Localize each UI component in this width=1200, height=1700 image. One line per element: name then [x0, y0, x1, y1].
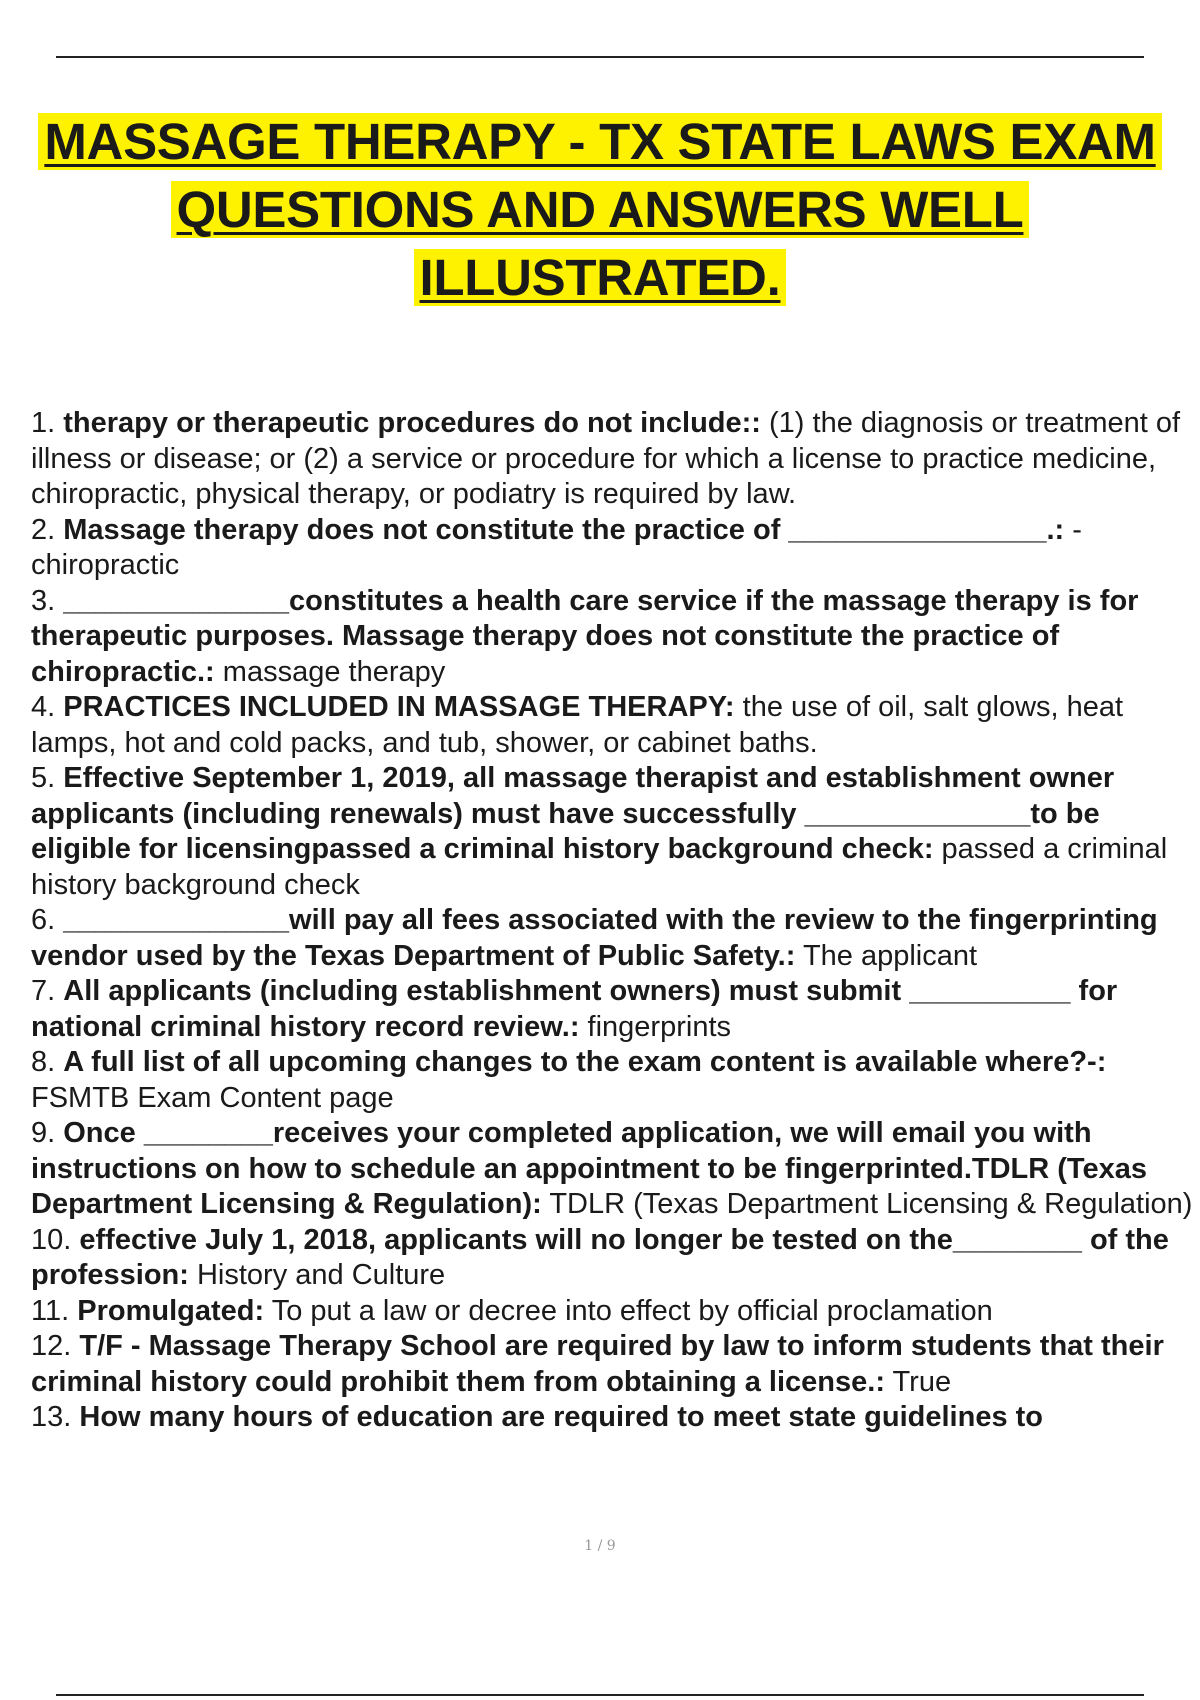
qa-number: 7. [31, 975, 56, 1007]
qa-item [31, 584, 1200, 691]
qa-number: 2. [31, 513, 56, 546]
qa-number: 13. [31, 1401, 72, 1433]
qa-question: All applicants (including establishment owners) must submit __________ for national criminal history record review.: [31, 975, 1118, 1043]
qa-answer: History and Culture [196, 1259, 446, 1291]
qa-item [31, 1400, 1200, 1436]
qa-answer: FSMTB Exam Content page [31, 1081, 394, 1114]
qa-item [31, 761, 1200, 903]
qa-question: ______________constitutes a health care service if the massage therapy is for therapeutic purposes. Massage therapy does not constitute the practice of chiropractic.: [31, 584, 1139, 688]
qa-item [31, 1223, 1200, 1294]
qa-question: effective July 1, 2018, applicants will no longer be tested on the________ of the profession: [31, 1223, 1169, 1291]
qa-number: 5. [31, 762, 56, 794]
qa-answer: (1) the diagnosis or treatment of illness or disease; or (2) a service or procedure for which a license to practice medicine, chiropractic, physical therapy, or podiatry is required by law. [31, 407, 1181, 510]
qa-number: 12. [31, 1330, 72, 1362]
page-number: 1 / 9 [584, 1538, 616, 1554]
qa-item [31, 1329, 1200, 1400]
qa-item [31, 974, 1200, 1045]
qa-question: How many hours of education are required to meet state guidelines to [79, 1401, 1044, 1433]
qa-answer: The applicant [802, 939, 978, 972]
qa-number: 11. [31, 1294, 70, 1327]
qa-question: therapy or therapeutic procedures do not include:: [63, 407, 761, 439]
bottom-rule [56, 1694, 1144, 1696]
qa-item [31, 1294, 1200, 1330]
qa-answer: True [892, 1365, 952, 1398]
qa-number: 1. [31, 407, 56, 439]
qa-item [31, 690, 1200, 761]
top-rule [56, 56, 1144, 58]
qa-number: 8. [31, 1046, 56, 1078]
qa-answer: fingerprints [587, 1010, 732, 1043]
qa-answer: TDLR (Texas Department Licensing & Regulation) [549, 1188, 1193, 1220]
qa-question: Promulgated: [77, 1294, 265, 1327]
qa-answer: To put a law or decree into effect by official proclamation [271, 1294, 993, 1327]
qa-question: Once ________receives your completed application, we will email you with instructions on how to schedule an appointment to be fingerprinted.TDLR (Texas Department Licensing & Regulation): [31, 1117, 1148, 1220]
qa-question: A full list of all upcoming changes to the exam content is available where?-: [63, 1046, 1107, 1078]
qa-question: T/F - Massage Therapy School are required by law to inform students that their criminal history could prohibit them from obtaining a license.: [31, 1330, 1164, 1398]
qa-list [31, 406, 1200, 1436]
qa-number: 4. [31, 691, 56, 723]
qa-item [31, 406, 1200, 513]
qa-answer: massage therapy [222, 655, 446, 688]
qa-answer: passed a criminal history background check [31, 833, 1168, 901]
qa-item [31, 1045, 1200, 1116]
qa-question: ______________will pay all fees associated with the review to the fingerprinting vendor used by the Texas Department of Public Safety.: [31, 904, 1158, 972]
title-line-1: MASSAGE THERAPY - TX STATE LAWS EXAM [0, 108, 1200, 176]
qa-number: 6. [31, 904, 56, 936]
qa-question: Massage therapy does not constitute the practice of ________________.: [63, 513, 1065, 546]
qa-number: 10. [31, 1223, 72, 1256]
qa-number: 9. [31, 1117, 56, 1149]
qa-item [31, 1116, 1200, 1223]
qa-question: Effective September 1, 2019, all massage therapist and establishment owner applicants (including renewals) must have successfully ______________to be eligible for licensingpassed a criminal history background check: [31, 762, 1115, 865]
qa-item [31, 513, 1200, 584]
document-title [0, 108, 1200, 312]
title-line-2: QUESTIONS AND ANSWERS WELL [0, 176, 1200, 244]
qa-item [31, 903, 1200, 974]
qa-question: PRACTICES INCLUDED IN MASSAGE THERAPY: [63, 691, 735, 723]
qa-number: 3. [31, 584, 56, 617]
title-line-3: ILLUSTRATED. [0, 244, 1200, 312]
qa-answer: - chiropractic [31, 513, 1082, 581]
qa-answer: the use of oil, salt glows, heat lamps, hot and cold packs, and tub, shower, or cabinet baths. [31, 691, 1124, 759]
